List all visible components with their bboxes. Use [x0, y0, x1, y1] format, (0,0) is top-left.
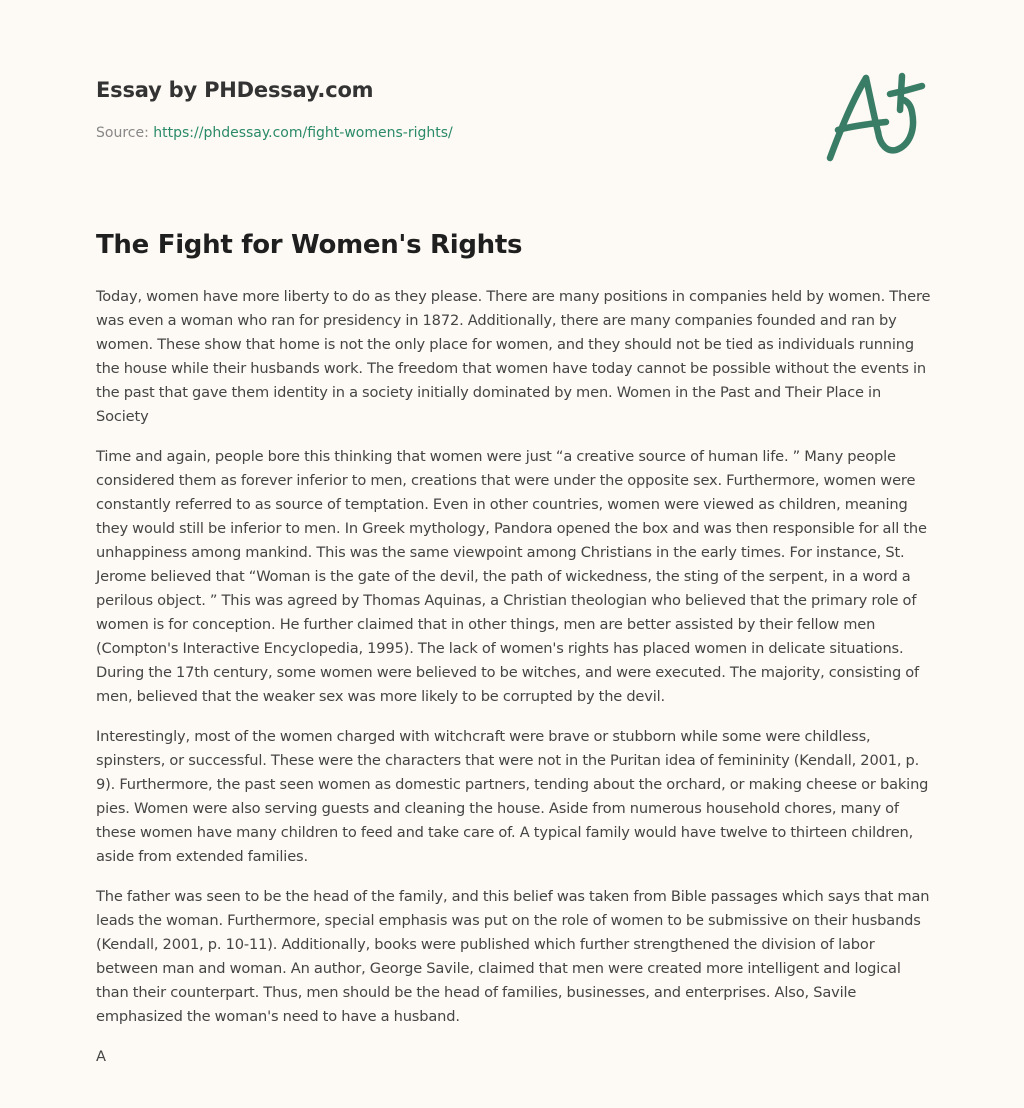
paragraph: Today, women have more liberty to do as they please. There are many positions in companies held by women. There was even a woman who ran for presidency in 1872. Additionally, there are many companies founded and ran by women. These show that home is not the only place for women, and they should not be tied as individuals running the house while their husbands work. The freedom that women have today cannot be possible without the events in the past that gave them identity in a society initially dominated by men. Women in the Past and Their Place in Society: [96, 288, 931, 425]
essay-title: The Fight for Women's Rights: [96, 230, 523, 260]
source-line: [96, 123, 796, 143]
essay-body: [96, 285, 934, 1085]
paragraph: Interestingly, most of the women charged with witchcraft were brave or stubborn while some were childless, spinsters, or successful. These were the characters that were not in the Puritan idea of femininity (Kendall, 2001, p. 9). Furthermore, the past seen women as domestic partners, tending about the orchard, or making cheese or baking pies. Women were also serving guests and cleaning the house. Aside from numerous household chores, many of these women have many children to feed and take care of. A typical family would have twelve to thirteen children, aside from extended families.: [96, 728, 929, 865]
essay-header: [96, 74, 796, 143]
paragraph: The father was seen to be the head of the family, and this belief was taken from Bible passages which says that man leads the woman. Furthermore, special emphasis was put on the role of women to be submissive on their husbands (Kendall, 2001, p. 10-11). Additionally, books were published which further strengthened the division of labor between man and woman. An author, George Savile, claimed that men were created more intelligent and logical than their counterpart. Thus, men should be the head of families, businesses, and enterprises. Also, Savile emphasized the woman's need to have a husband.: [96, 888, 930, 1025]
brand-title: Essay by PHDessay.com: [96, 78, 374, 102]
a-plus-grade-icon: [822, 66, 930, 166]
source-link[interactable]: https://phdessay.com/fight-womens-rights/: [153, 125, 453, 141]
source-label: Source:: [96, 125, 149, 141]
paragraph: A: [96, 1048, 106, 1065]
paragraph: Time and again, people bore this thinking that women were just “a creative source of human life. ” Many people considered them as forever inferior to men, creations that were under the opposite sex. Furthermore, women were constantly referred to as source of temptation. Even in other countries, women were viewed as children, meaning they would still be inferior to men. In Greek mythology, Pandora opened the box and was then responsible for all the unhappiness among mankind. This was the same viewpoint among Christians in the early times. For instance, St. Jerome believed that “Woman is the gate of the devil, the path of wickedness, the sting of the serpent, in a word a perilous object. ” This was agreed by Thomas Aquinas, a Christian theologian who believed that the primary role of women is for conception. He further claimed that in other things, men are better assisted by their fellow men (Compton's Interactive Encyclopedia, 1995). The lack of women's rights has placed women in delicate situations. During the 17th century, some women were believed to be witches, and were executed. The majority, consisting of men, believed that the weaker sex was more likely to be corrupted by the devil.: [96, 448, 927, 705]
